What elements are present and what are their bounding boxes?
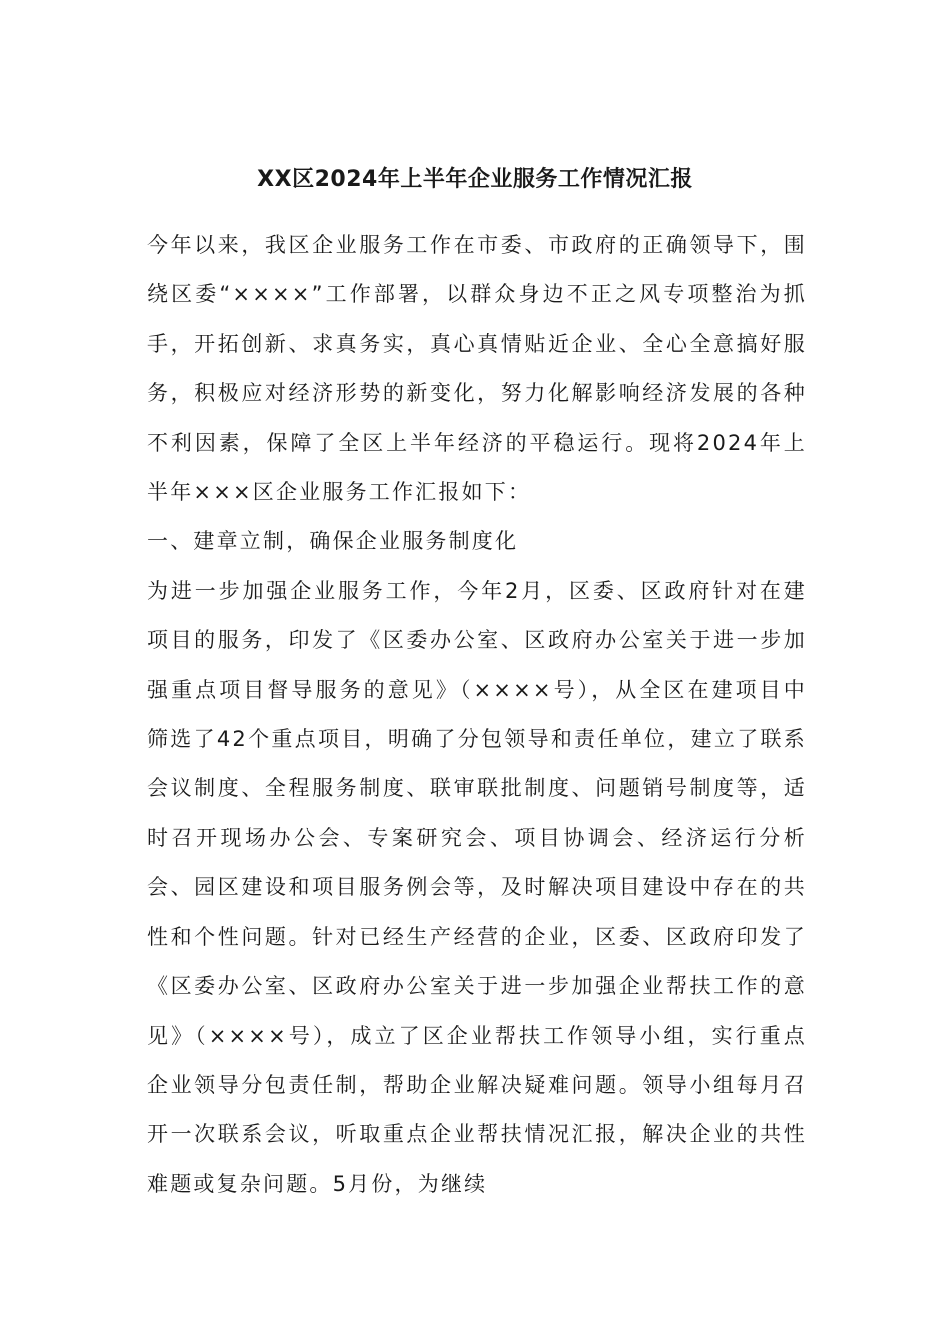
- section-heading: 一、建章立制，确保企业服务制度化: [147, 529, 519, 554]
- document-body: [147, 221, 807, 1209]
- section-paragraph: 为进一步加强企业服务工作，今年2月，区委、区政府针对在建项目的服务，印发了《区委办公室、区政府办公室关于进一步加强重点项目督导服务的意见》（××××号），从全区在建项目中筛选了42个重点项目，明确了分包领导和责任单位，建立了联系会议制度、全程服务制度、联审联批制度、问题销号制度等，适时召开现场办公会、专案研究会、项目协调会、经济运行分析会、园区建设和项目服务例会等，及时解决项目建设中存在的共性和个性问题。针对已经生产经营的企业，区委、区政府印发了《区委办公室、区政府办公室关于进一步加强企业帮扶工作的意见》（××××号），成立了区企业帮扶工作领导小组，实行重点企业领导分包责任制，帮助企业解决疑难问题。领导小组每月召开一次联系会议，听取重点企业帮扶情况汇报，解决企业的共性难题或复杂问题。5月份，为继续: [147, 578, 807, 1196]
- document-title: XX区2024年上半年企业服务工作情况汇报: [257, 167, 693, 192]
- intro-paragraph: 今年以来，我区企业服务工作在市委、市政府的正确领导下，围绕区委“××××”工作部署，以群众身边不正之风专项整治为抓手，开拓创新、求真务实，真心真情贴近企业、全心全意搞好服务，积极应对经济形势的新变化，努力化解影响经济发展的各种不利因素，保障了全区上半年经济的平稳运行。现将2024年上半年×××区企业服务工作汇报如下：: [147, 233, 807, 505]
